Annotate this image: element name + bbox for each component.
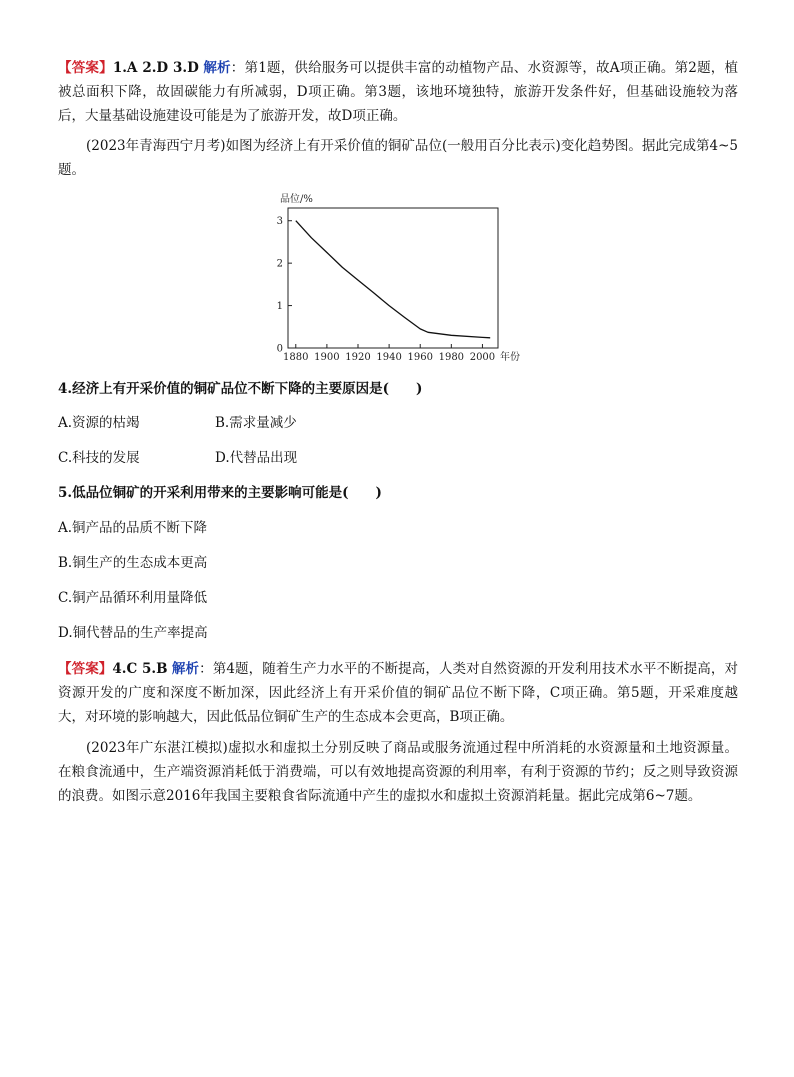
y-tick-label: 2 [276, 258, 283, 270]
answer-block-1 [58, 56, 738, 128]
x-tick-label: 1960 [407, 352, 433, 363]
y-tick-label: 3 [276, 216, 283, 228]
series-line-copper-grade [296, 221, 490, 338]
q4-option-c: C.科技的发展 [58, 450, 140, 466]
analysis-text: ：第1题，供给服务可以提供丰富的动植物产品、水资源等，故A项正确。第2题，植被总面积下降，故固碳能力有所减弱，D项正确。第3题，该地环境独特，旅游开发条件好，但基础设施较为落后，大量基础设施建设可能是为了旅游开发，故D项正确。 [58, 60, 738, 124]
copper-grade-chart [270, 190, 530, 370]
answer-keys: 1.A 2.D 3.D [112, 60, 199, 76]
y-tick-label: 1 [276, 301, 283, 313]
intro-paragraph-2: (2023年广东湛江模拟)虚拟水和虚拟土分别反映了商品或服务流通过程中所消耗的水资源量和土地资源量。在粮食流通中，生产端资源消耗低于消费端，可以有效地提高资源的利用率，有利于资源的节约；反之则导致资源的浪费。如图示意2016年我国主要粮食省际流通中产生的虚拟水和虚拟土资源消耗量。据此完成第6~7题。 [58, 740, 738, 804]
y-tick-label: 0 [276, 343, 283, 355]
x-tick-label: 2000 [469, 352, 496, 363]
y-axis-label: 品位/% [280, 194, 313, 205]
intro-paragraph-1: (2023年青海西宁月考)如图为经济上有开采价值的铜矿品位(一般用百分比表示)变化趋势图。据此完成第4~5题。 [58, 138, 738, 178]
answer-tag: 【答案】 [58, 60, 113, 76]
analysis-label: 解析 [203, 60, 231, 76]
q4-option-a: A.资源的枯竭 [58, 415, 140, 431]
answer-tag: 【答案】 [58, 661, 113, 677]
x-tick-label: 1880 [283, 352, 309, 363]
q5-option-b: B.铜生产的生态成本更高 [58, 555, 208, 571]
x-axis-label: 年份 [500, 352, 520, 363]
x-tick-label: 1940 [376, 352, 402, 363]
q4-option-b: B.需求量减少 [215, 415, 297, 431]
q5-option-a: A.铜产品的品质不断下降 [58, 520, 208, 536]
question-4-stem: 4.经济上有开采价值的铜矿品位不断下降的主要原因是( ) [58, 381, 423, 397]
x-tick-label: 1900 [314, 352, 340, 363]
answer-block-2 [58, 657, 738, 729]
answer-keys: 4.C 5.B [112, 661, 168, 677]
analysis-label: 解析 [171, 661, 200, 677]
x-tick-label: 1920 [345, 352, 371, 363]
plot-frame [288, 208, 498, 348]
analysis-text: ：第4题，随着生产力水平的不断提高，人类对自然资源的开发利用技术水平不断提高，对资源开发的广度和深度不断加深，因此经济上有开采价值的铜矿品位不断下降，C项正确。第5题，开采难度越大，对环境的影响越大，因此低品位铜矿生产的生态成本会更高，B项正确。 [58, 661, 738, 725]
x-tick-label: 1980 [438, 352, 465, 363]
question-5-stem: 5.低品位铜矿的开采利用带来的主要影响可能是( ) [58, 485, 382, 501]
q5-option-d: D.铜代替品的生产率提高 [58, 625, 208, 641]
q4-option-d: D.代替品出现 [215, 450, 298, 466]
q5-option-c: C.铜产品循环利用量降低 [58, 590, 208, 606]
